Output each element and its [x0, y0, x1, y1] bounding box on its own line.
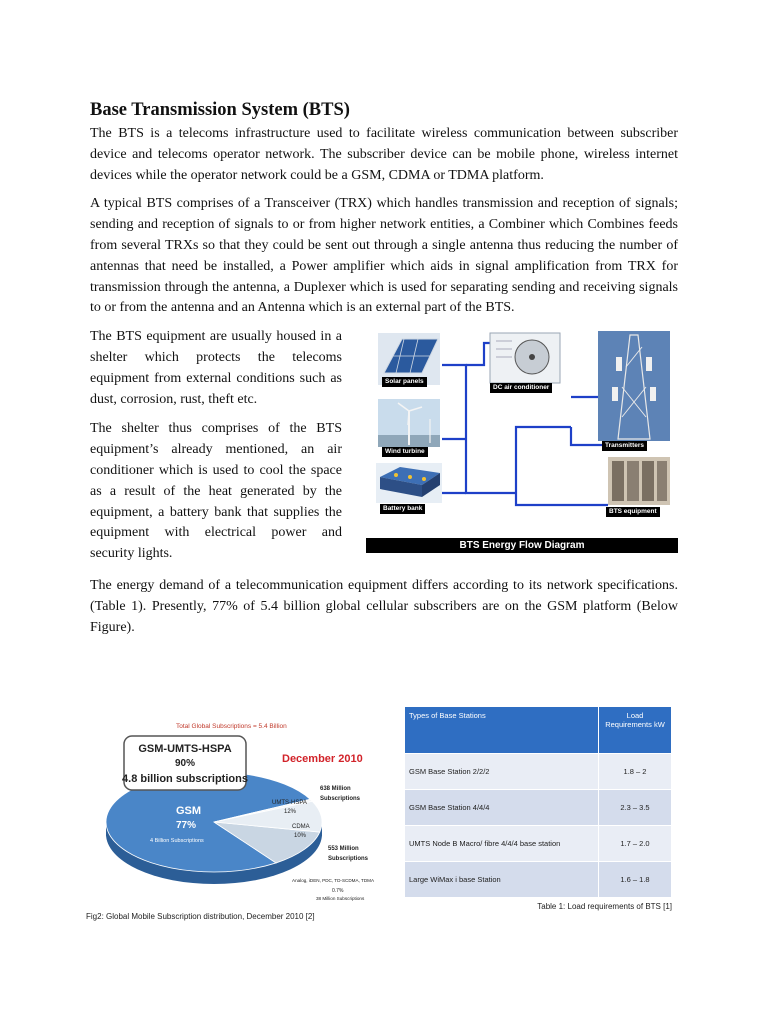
callout-line1: GSM-UMTS-HSPA	[138, 743, 232, 755]
table-cell-type: GSM Base Station 2/2/2	[405, 754, 599, 790]
umts-pct: 12%	[284, 809, 297, 815]
umts-side1: 638 Million	[320, 786, 351, 792]
gsm-label: GSM	[176, 805, 202, 817]
paragraph-energy-demand: The energy demand of a telecommunication equipment differs according to its network specifications.(Table 1). Presently, 77% of 5.4 billion global cellular subscribers are on the GSM platform (Below Figure).	[90, 577, 678, 635]
table-cell-load: 1.6 – 1.8	[599, 862, 672, 898]
transmitter-tower-image	[598, 331, 670, 441]
cdma-label: CDMA	[292, 824, 310, 830]
load-requirements-table	[404, 706, 672, 898]
gsm-pct: 77%	[176, 820, 197, 831]
table-cell-load: 1.8 – 2	[599, 754, 672, 790]
section-heading: Base Transmission System (BTS)	[90, 100, 350, 120]
shelter-row	[90, 327, 678, 574]
table-cell-type: UMTS Node B Macro/ fibre 4/4/4 base station	[405, 826, 599, 862]
energy-flow-diagram	[366, 327, 678, 553]
callout-line3: 4.8 billion subscriptions	[122, 773, 248, 785]
paragraph-shelter: The BTS equipment are usually housed in a shelter which protects the telecoms equipment from external conditions such as dust, corrosion, rust, theft etc.	[90, 329, 342, 407]
label-transmitters: Transmitters	[602, 441, 647, 451]
other-pct: 0.7%	[332, 888, 344, 894]
label-dc-air-conditioner: DC air conditioner	[490, 383, 552, 393]
document-page	[90, 98, 678, 646]
table-header-types: Types of Base Stations	[405, 707, 599, 754]
table-cell-type: GSM Base Station 4/4/4	[405, 790, 599, 826]
table-header-row	[405, 707, 672, 754]
table-cell-load: 1.7 – 2.0	[599, 826, 672, 862]
figures-row	[86, 706, 678, 936]
label-solar-panels: Solar panels	[382, 377, 427, 387]
bts-equipment-image	[608, 457, 670, 505]
cdma-side2: Subscriptions	[328, 856, 369, 862]
label-bts-equipment: BTS equipment	[606, 507, 660, 517]
umts-side2: Subscriptions	[320, 796, 361, 802]
paragraph-components: A typical BTS comprises of a Transceiver (TRX) which handles transmission and reception of signals; sending and reception of signals to or from higher network entities, a Combiner which Combines feeds from several TRXs so that they could be sent out through a single antenna thus reducing the number of antennas that need be installed, a Power amplifier which aids in signal amplification from TRX for transmission through the antenna, a Duplexer which is used for separating sending and receiving signals to or from the antenna and an Antenna which is an external part of the BTS.	[90, 196, 678, 316]
figure-caption: Fig2: Global Mobile Subscription distribution, December 2010 [2]	[86, 912, 315, 921]
gsm-sub: 4 Billion Subscriptions	[150, 838, 204, 844]
energy-flow-graphic	[366, 327, 678, 553]
pie-top-title: Total Global Subscriptions = 5.4 Billion	[176, 723, 287, 730]
other-sub: 38 Million Subscriptions	[316, 896, 365, 901]
table-header-load: Load Requirements kW	[599, 707, 672, 754]
table-row	[405, 790, 672, 826]
label-wind-turbine: Wind turbine	[382, 447, 428, 457]
table-cell-load: 2.3 – 3.5	[599, 790, 672, 826]
pie-date: December 2010	[282, 753, 363, 765]
cdma-pct: 10%	[294, 833, 307, 839]
table-caption: Table 1: Load requirements of BTS [1]	[537, 902, 672, 911]
paragraph-intro: The BTS is a telecoms infrastructure used to facilitate wireless communication between subscriber device and telecoms operator network. The subscriber device can be mobile phone, wireless internet devices while the operator network could be a GSM, CDMA or TDMA platform.	[90, 126, 678, 183]
callout-line2: 90%	[174, 758, 196, 769]
table-row	[405, 754, 672, 790]
air-conditioner-image	[490, 333, 560, 383]
label-battery-bank: Battery bank	[380, 504, 425, 514]
subscription-pie-chart	[86, 706, 396, 931]
cdma-side1: 553 Million	[328, 846, 359, 852]
paragraph-shelter-contents: The shelter thus comprises of the BTS equipment’s already mentioned, an air conditioner which is used to cool the space as a result of the heat generated by the equipment, a battery bank that supplies the equipment with electrical power and security lights.	[90, 421, 342, 562]
battery-bank-image	[376, 463, 442, 503]
table-cell-type: Large WiMax i base Station	[405, 862, 599, 898]
wind-turbine-image	[378, 399, 440, 447]
pie-graphic	[96, 706, 396, 912]
load-requirements-table-wrap	[404, 706, 672, 911]
umts-label: UMTS-HSPA	[272, 800, 307, 806]
shelter-text	[90, 327, 342, 574]
diagram-title: BTS Energy Flow Diagram	[366, 538, 678, 553]
other-label: Analog, iDEN, PDC, TD-SCDMA, TDMA	[292, 878, 375, 883]
table-row	[405, 826, 672, 862]
table-row	[405, 862, 672, 898]
